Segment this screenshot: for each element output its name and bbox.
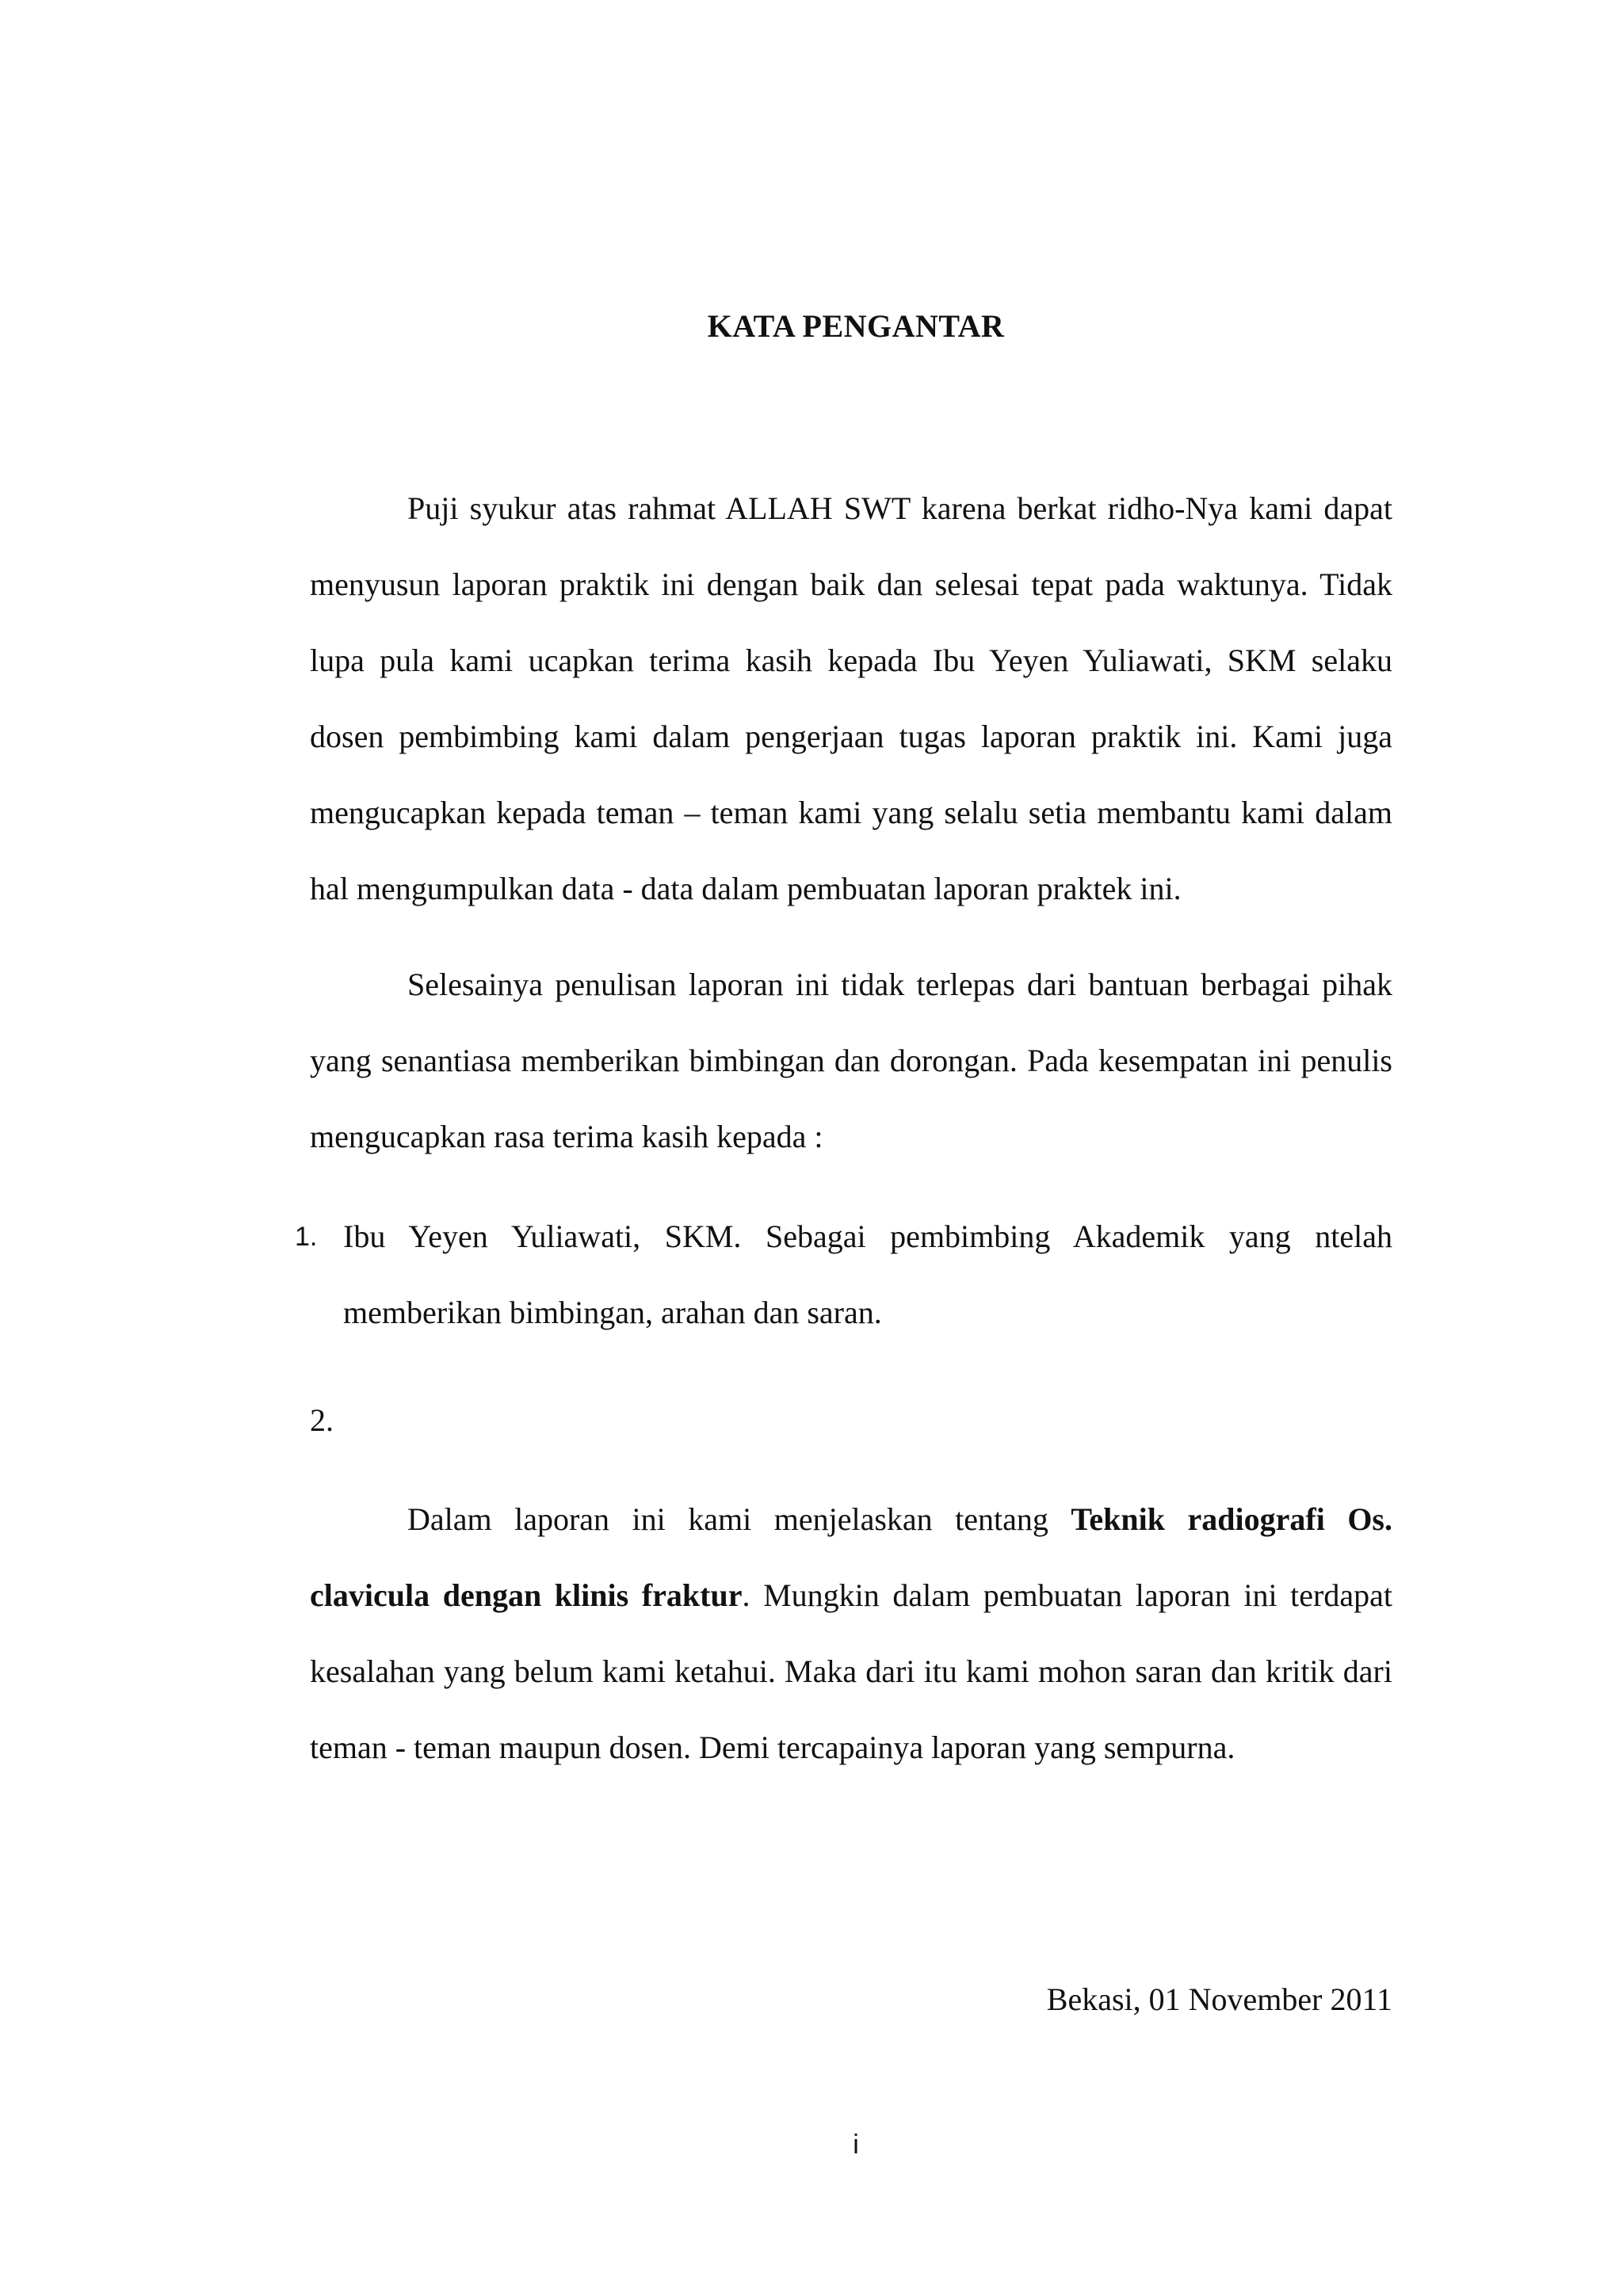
list-item-number: 2. — [310, 1402, 334, 1438]
paragraph-acknowledgement: Selesainya penulisan laporan ini tidak terlepas dari bantuan berbagai pihak yang senantiasa memberikan bimbingan dan dorongan. Pada kesempatan ini penulis mengucapkan rasa terima kasih kepada : — [310, 967, 1392, 1154]
page-title: KATA PENGANTAR — [707, 308, 1005, 344]
page-number: i — [853, 2130, 859, 2160]
paragraph-gratitude: Puji syukur atas rahmat ALLAH SWT karena berkat ridho-Nya kami dapat menyusun laporan praktik ini dengan baik dan selesai tepat pada waktunya. Tidak lupa pula kami ucapkan terima kasih kepada Ibu Yeyen Yuliawati, SKM selaku dosen pembimbing kami dalam pengerjaan tugas laporan praktik ini. Kami juga mengucapkan kepada teman – teman kami yang selalu setia membantu kami dalam hal mengumpulkan data - data dalam pembuatan laporan praktek ini. — [310, 490, 1392, 906]
place-date: Bekasi, 01 November 2011 — [1046, 1981, 1392, 2017]
list-item-text: Ibu Yeyen Yuliawati, SKM. Sebagai pembimbing Akademik yang ntelah memberikan bimbingan, arahan dan saran. — [343, 1219, 1392, 1330]
list-item — [295, 1199, 1392, 1351]
list-item — [310, 1383, 334, 1459]
paragraph-topic — [310, 1482, 1392, 1786]
list-item-number: 1. — [295, 1222, 318, 1252]
paragraph-topic-rest: . Mungkin dalam pembuatan laporan ini terdapat kesalahan yang belum kami ketahui. Maka dari itu kami mohon saran dan kritik dari teman - teman maupun dosen. Demi tercapainya laporan yang sempurna. — [310, 1577, 1392, 1765]
paragraph-topic-title: Teknik radiografi Os. clavicula dengan klinis fraktur — [310, 1501, 1392, 1613]
paragraph-topic-lead: Dalam laporan ini kami menjelaskan tentang — [407, 1501, 1071, 1537]
